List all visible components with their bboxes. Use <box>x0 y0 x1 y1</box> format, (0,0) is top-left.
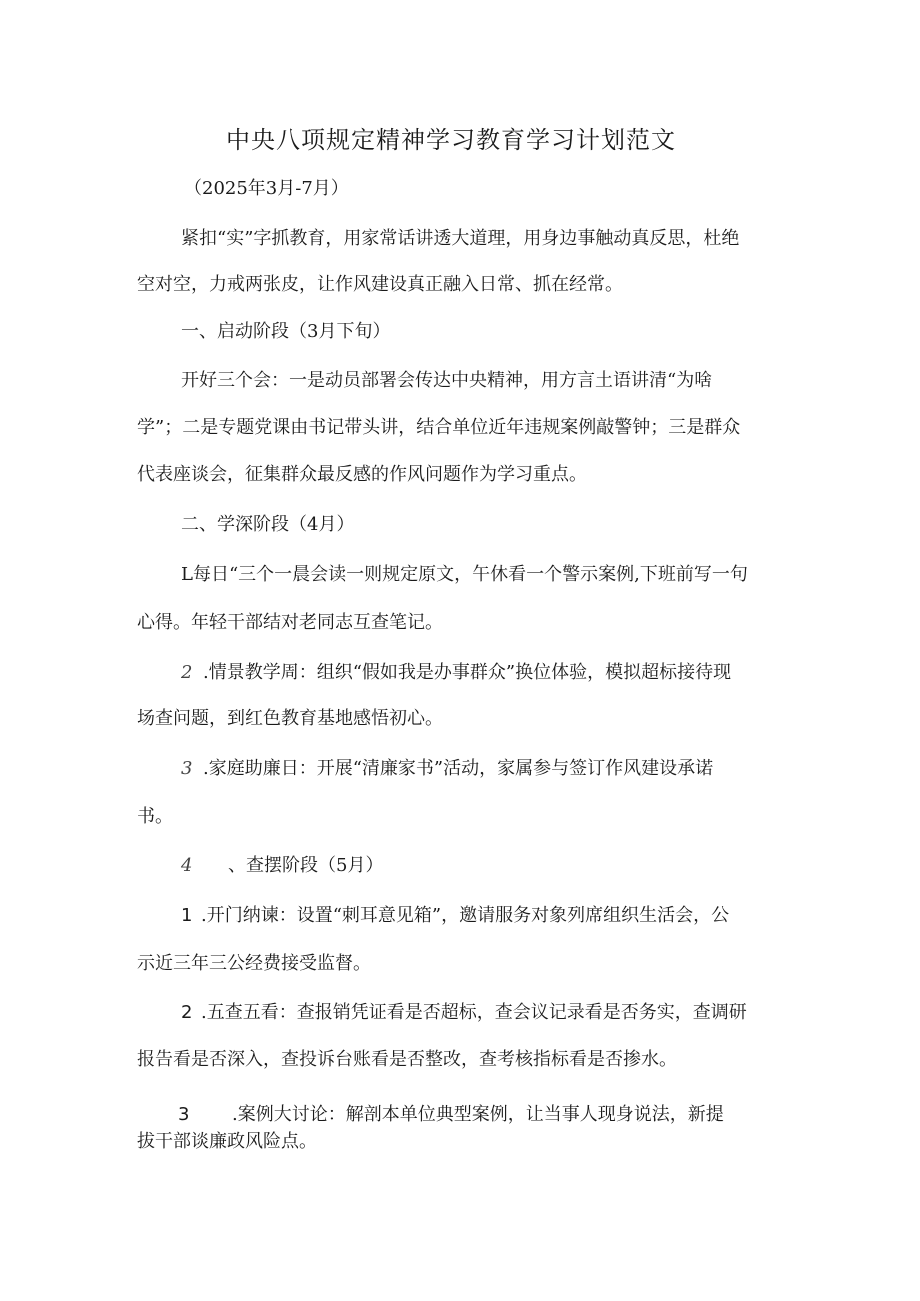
section-3-item-2-number: 2 <box>181 1002 193 1023</box>
intro-line-1: 紧扣“实”字抓教育，用家常话讲透大道理，用身边事触动真反思，杜绝 <box>181 228 740 249</box>
section-1-heading: 一、启动阶段（3月下旬） <box>181 321 391 342</box>
section-2-item-3-line-2: 书。 <box>137 806 173 827</box>
section-1-body-line-1: 开好三个会：一是动员部署会传达中央精神，用方言土语讲清“为啥 <box>181 370 713 391</box>
intro-line-2: 空对空，力戒两张皮，让作风建设真正融入日常、抓在经常。 <box>137 274 623 295</box>
section-2-item-1-line-2: 心得。年轻干部结对老同志互查笔记。 <box>137 612 443 633</box>
date-range: （2025年3月-7月） <box>184 178 349 199</box>
section-1-body-line-3: 代表座谈会，征集群众最反感的作风问题作为学习重点。 <box>137 464 587 485</box>
section-3-item-1-line-2: 示近三年三公经费接受监督。 <box>137 953 371 974</box>
section-2-item-3-line-1: .家庭助廉日：开展“清廉家书”活动，家属参与签订作风建设承诺 <box>203 758 714 779</box>
section-3-heading: 、查摆阶段（5月） <box>228 855 384 876</box>
section-3-item-1-line-1: .开门纳谏：设置“刺耳意见箱”，邀请服务对象列席组织生活会，公 <box>201 905 730 926</box>
section-3-item-3-number: 3 <box>178 1104 190 1125</box>
section-3-item-3-line-2: 拔干部谈廉政风险点。 <box>137 1131 317 1152</box>
section-2-heading: 二、学深阶段（4月） <box>181 514 355 535</box>
section-2-item-2-line-1: .情景教学周：组织“假如我是办事群众”换位体验，模拟超标接待现 <box>203 662 732 683</box>
section-3-item-2-line-2: 报告看是否深入，查投诉台账看是否整改，查考核指标看是否掺水。 <box>137 1049 677 1070</box>
section-2-item-2-line-2: 场查问题，到红色教育基地感悟初心。 <box>137 708 443 729</box>
document-title: 中央八项规定精神学习教育学习计划范文 <box>226 126 676 154</box>
section-3-item-1-number: 1 <box>181 905 193 926</box>
section-2-item-2-number: 2 <box>181 662 193 683</box>
section-3-item-3-line-1: .案例大讨论：解剖本单位典型案例，让当事人现身说法，新提 <box>232 1104 724 1125</box>
section-3-item-2-line-1: .五查五看：查报销凭证看是否超标，查会议记录看是否务实，查调研 <box>201 1002 747 1023</box>
section-1-body-line-2: 学”；二是专题党课由书记带头讲，结合单位近年违规案例敲警钟；三是群众 <box>137 417 741 438</box>
section-3-heading-number: 4 <box>181 855 193 876</box>
section-2-item-1-line-1: L每日“三个一晨会读一则规定原文，午休看一个警示案例,下班前写一句 <box>181 564 748 585</box>
section-2-item-3-number: 3 <box>181 758 193 779</box>
